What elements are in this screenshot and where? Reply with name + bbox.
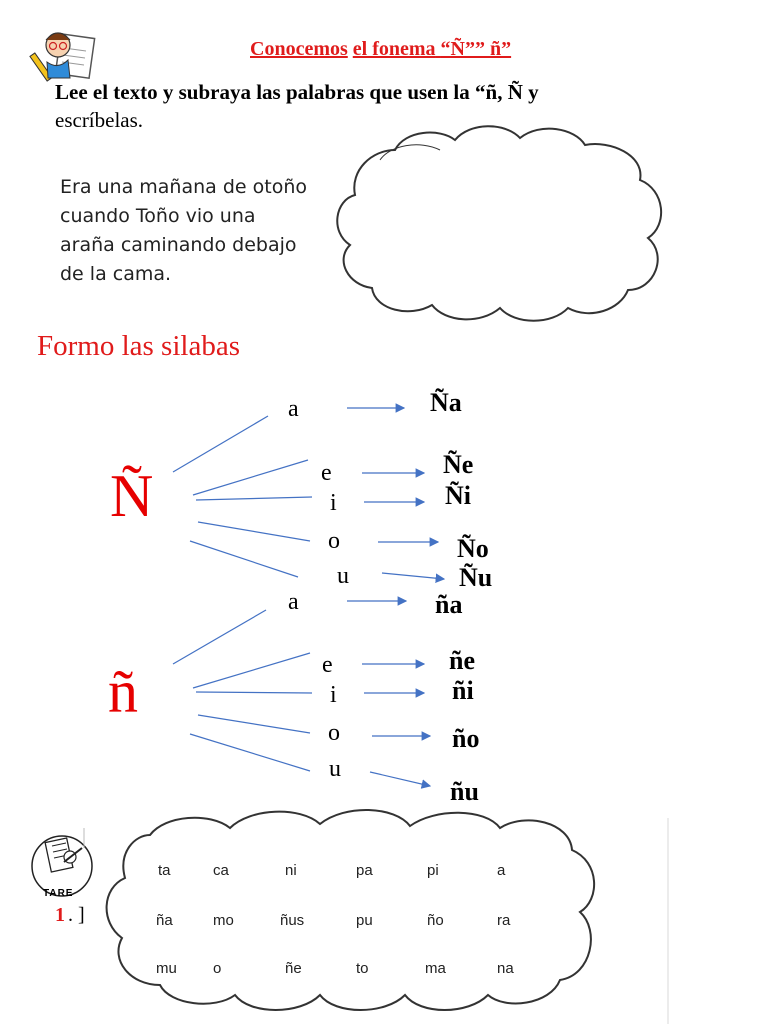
grid-cell: ña (156, 912, 173, 929)
grid-cell: o (213, 960, 222, 977)
lower-syllable-u: ñu (450, 777, 479, 806)
upper-vowel-e: e (321, 460, 332, 486)
upper-syllable-u: Ñu (459, 563, 493, 592)
lower-syllable-e: ñe (449, 646, 475, 675)
lower-vowel-o: o (328, 720, 340, 746)
grid-cell: mo (213, 912, 234, 929)
page-title (250, 38, 511, 61)
upper-syllable-o: Ño (457, 534, 489, 563)
title-part-2: el fonema (352, 38, 436, 60)
lower-vowel-a: a (288, 589, 299, 615)
upper-syllable-e: Ñe (443, 450, 474, 479)
upper-syllable-a: Ña (430, 388, 462, 417)
lower-letter: ñ (108, 659, 138, 725)
story-line: Era una mañana de otoño (60, 176, 307, 198)
grid-cell: ñe (285, 960, 302, 977)
upper-tree-arrows (347, 408, 444, 579)
story-line: cuando Toño vio una (60, 205, 256, 227)
task-number: 1 (55, 904, 65, 926)
upper-vowel-a: a (288, 396, 299, 422)
grid-cell: ra (497, 912, 511, 929)
lower-syllable-i: ñi (452, 676, 474, 705)
upper-vowel-u: u (337, 563, 349, 589)
instructions-normal: escríbelas. (55, 108, 144, 132)
grid-cell: pi (427, 862, 439, 879)
homework-badge-label: TARE (43, 888, 74, 899)
story-text (60, 173, 340, 289)
section-title: Formo las silabas (37, 330, 240, 362)
instructions (55, 78, 695, 134)
grid-cell: ño (427, 912, 444, 929)
upper-vowel-i: i (330, 490, 337, 516)
grid-cell: pa (356, 862, 373, 879)
instructions-bold: Lee el texto y subraya las palabras que usen la “ñ, Ñ y (55, 80, 539, 104)
grid-cell: a (497, 862, 506, 879)
upper-vowel-o: o (328, 528, 340, 554)
story-line: de la cama. (60, 263, 172, 285)
student-writing-icon (30, 33, 95, 81)
answer-cloud-top[interactable] (337, 126, 661, 321)
title-part-3: “Ñ”” ñ” (440, 38, 512, 60)
grid-cell: ma (425, 960, 446, 977)
story-line: araña caminando debajo (60, 234, 297, 256)
task-number-suffix: . ] (68, 904, 85, 926)
grid-cell: ta (158, 862, 171, 879)
lower-vowel-e: e (322, 652, 333, 678)
lower-vowel-u: u (329, 756, 341, 782)
upper-syllable-i: Ñi (445, 481, 471, 510)
lower-tree-lines (173, 610, 312, 771)
grid-cell: to (356, 960, 369, 977)
lower-vowel-i: i (330, 682, 337, 708)
grid-cell: ñus (280, 912, 305, 929)
grid-cell: mu (156, 960, 177, 977)
upper-letter: Ñ (110, 463, 154, 529)
upper-tree-lines (173, 416, 312, 577)
lower-syllable-a: ña (435, 590, 463, 619)
homework-badge-icon (32, 836, 92, 896)
grid-cell: pu (356, 912, 373, 929)
grid-cell: na (497, 960, 514, 977)
title-part-1: Conocemos (250, 38, 348, 60)
syllable-cloud (107, 810, 595, 1010)
grid-cell: ca (213, 862, 229, 879)
lower-tree-arrows (347, 601, 430, 786)
grid-cell: ni (285, 862, 297, 879)
lower-syllable-o: ño (452, 724, 480, 753)
